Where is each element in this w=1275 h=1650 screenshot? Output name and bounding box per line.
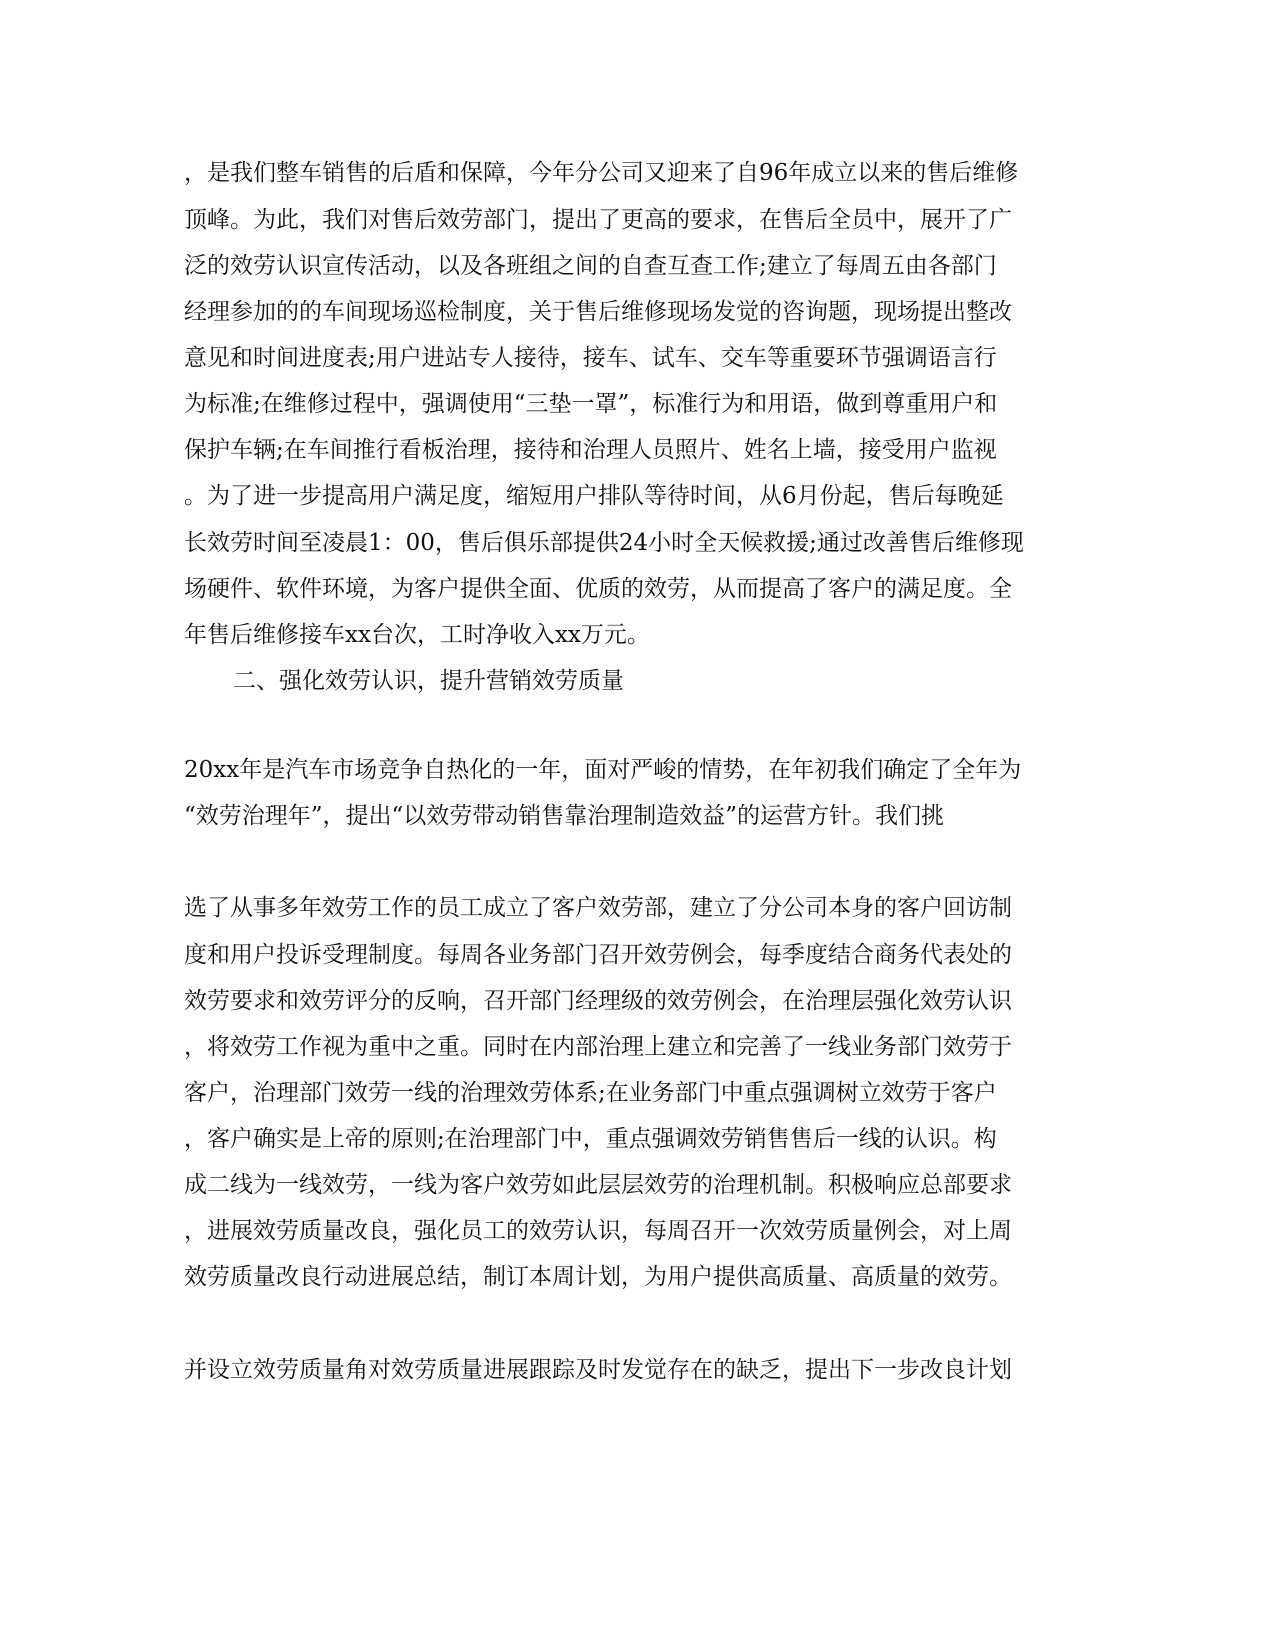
paragraph-line: 经理参加的的车间现场巡检制度，关于售后维修现场发觉的咨询题，现场提出整改	[184, 299, 1012, 325]
paragraph-line: 成二线为一线效劳，一线为客户效劳如此层层效劳的治理机制。积极响应总部要求	[184, 1172, 1012, 1198]
paragraph-line: 年售后维修接车xx台次，工时净收入xx万元。	[184, 622, 650, 648]
paragraph-line: 选了从事多年效劳工作的员工成立了客户效劳部，建立了分公司本身的客户回访制	[184, 895, 1012, 921]
paragraph-line: ，进展效劳质量改良，强化员工的效劳认识，每周召开一次效劳质量例会，对上周	[184, 1218, 1012, 1244]
paragraph-line: 意见和时间进度表;用户进站专人接待，接车、试车、交车等重要环节强调语言行	[184, 345, 997, 371]
paragraph-line: 客户，治理部门效劳一线的治理效劳体系;在业务部门中重点强调树立效劳于客户	[184, 1080, 997, 1106]
paragraph-line: 。为了进一步提高用户满足度，缩短用户排队等待时间，从6月份起，售后每晚延	[184, 483, 1004, 509]
paragraph-line: 保护车辆;在车间推行看板治理，接待和治理人员照片、姓名上墙，接受用户监视	[184, 437, 997, 463]
section-heading: 二、强化效劳认识，提升营销效劳质量	[233, 668, 624, 694]
paragraph-line: ，客户确实是上帝的原则;在治理部门中，重点强调效劳销售售后一线的认识。构	[184, 1126, 997, 1152]
paragraph-line: 效劳要求和效劳评分的反响，召开部门经理级的效劳例会，在治理层强化效劳认识	[184, 988, 1012, 1014]
paragraph-line: 顶峰。为此，我们对售后效劳部门，提出了更高的要求，在售后全员中，展开了广	[184, 207, 1012, 233]
paragraph-line: 度和用户投诉受理制度。每周各业务部门召开效劳例会，每季度结合商务代表处的	[184, 942, 1012, 968]
paragraph-line: ，是我们整车销售的后盾和保障，今年分公司又迎来了自96年成立以来的售后维修	[184, 160, 1019, 186]
paragraph-line: 泛的效劳认识宣传活动，以及各班组之间的自查互查工作;建立了每周五由各部门	[184, 253, 997, 279]
paragraph-line: ，将效劳工作视为重中之重。同时在内部治理上建立和完善了一线业务部门效劳于	[184, 1034, 1012, 1060]
paragraph-line: 并设立效劳质量角对效劳质量进展跟踪及时发觉存在的缺乏，提出下一步改良计划	[184, 1357, 1012, 1383]
paragraph-line: 效劳质量改良行动进展总结，制订本周计划，为用户提供高质量、高质量的效劳。	[184, 1264, 1012, 1290]
paragraph-line: 为标准;在维修过程中，强调使用“三垫一罩”，标准行为和用语，做到尊重用户和	[184, 391, 998, 417]
paragraph-line: 长效劳时间至凌晨1：00，售后俱乐部提供24小时全天候救援;通过改善售后维修现	[184, 530, 1024, 556]
paragraph-line: 20xx年是汽车市场竞争自热化的一年，面对严峻的情势，在年初我们确定了全年为	[184, 757, 1022, 783]
paragraph-line: “效劳治理年”，提出“以效劳带动销售靠治理制造效益”的运营方针。我们挑	[184, 803, 945, 829]
paragraph-line: 场硬件、软件环境，为客户提供全面、优质的效劳，从而提高了客户的满足度。全	[184, 576, 1012, 602]
